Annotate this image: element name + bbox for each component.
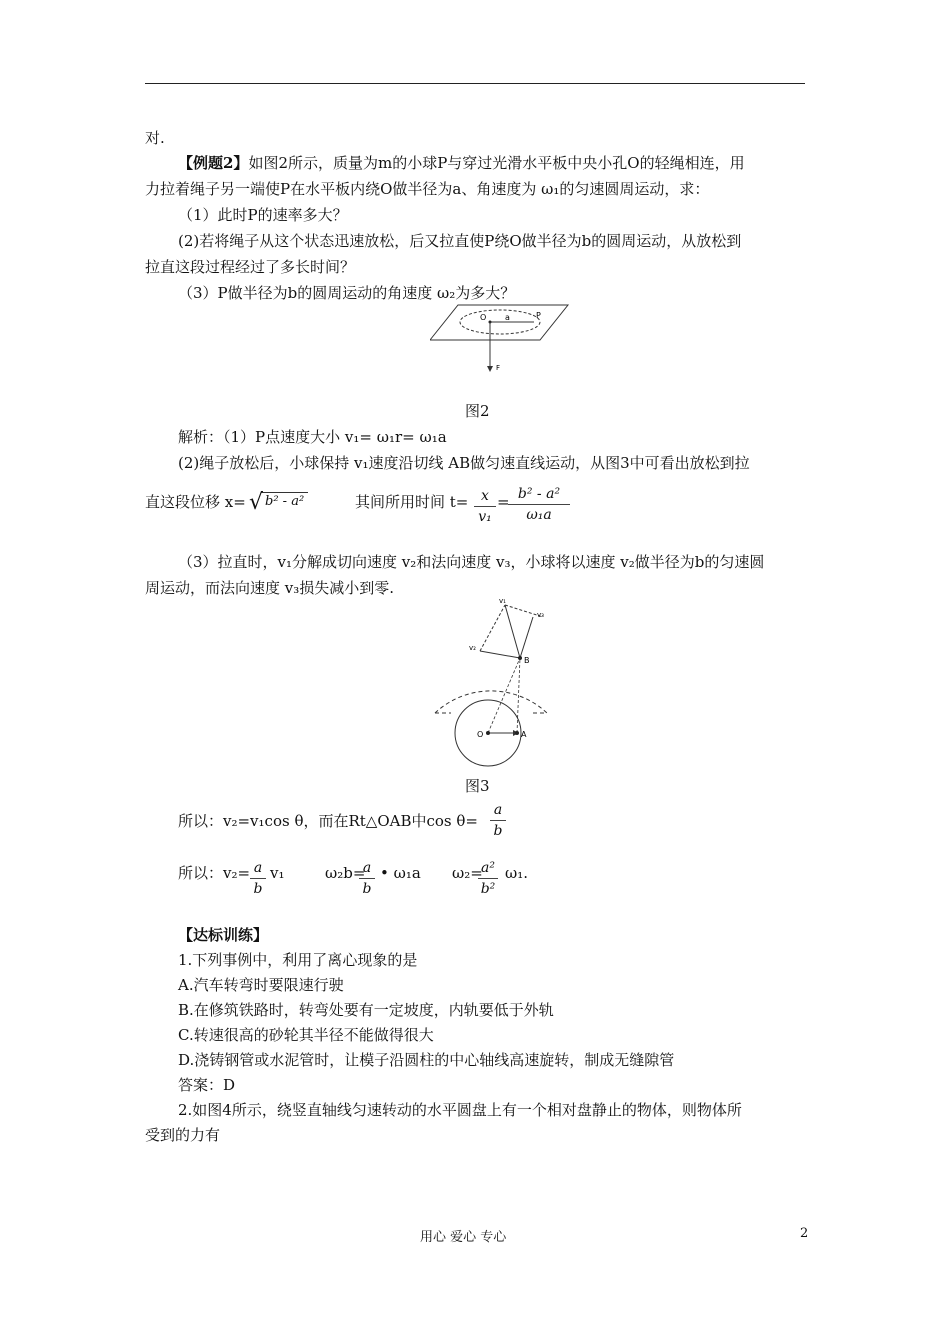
fraction-a2-over-b2: a² b² (478, 860, 498, 897)
example-line-1 (178, 153, 745, 173)
derivation-2-v1: v₁ (270, 864, 285, 882)
derivation-2-prefix: 所以：v₂= (178, 864, 251, 882)
derivation-2-w2b: ω₂b= (325, 864, 366, 882)
fraction-a-over-b-2: a b (250, 860, 266, 897)
question-3: （3）P做半径为b的圆周运动的角速度 ω₂为多大？ (178, 284, 516, 302)
fraction-x-over-v1 (474, 488, 496, 525)
label-b: B (524, 656, 530, 665)
label-a: a (505, 313, 510, 322)
figure-3 (425, 593, 560, 768)
example-text-1: 如图2所示，质量为m的小球P与穿过光滑水平板中央小孔O的轻绳相连，用 (248, 154, 745, 172)
sqrt-displacement-expr: b² - a² (261, 492, 308, 511)
example-tag: 【例题2】 (178, 154, 249, 172)
footer-center: 用心 爱心 专心 (420, 1230, 507, 1245)
label-p: P (536, 311, 541, 320)
derivation-2-w1a: • ω₁a (380, 864, 421, 882)
label-f: F (496, 364, 501, 372)
frac-x-num: x (481, 488, 489, 504)
solution-3-line-1: （3）拉直时，v₁分解成切向速度 v₂和法向速度 v₃，小球将以速度 v₂做半径为b的匀速圆 (178, 553, 765, 571)
figure-2-caption: 图2 (465, 402, 490, 420)
intro-tail: 对. (145, 129, 165, 147)
practice-answer: 答案：D (178, 1076, 236, 1094)
frac-t-num: b² - a² (517, 486, 561, 502)
label-o3: O (477, 730, 484, 739)
label-v1: v₁ (499, 597, 506, 605)
fraction-a-over-b-1: a b (490, 802, 506, 839)
label-v3: v₃ (537, 611, 544, 619)
derivation-2-end: ω₁. (505, 864, 529, 882)
equals-sign: = (497, 493, 510, 511)
page-number: 2 (800, 1226, 809, 1241)
solution-3-line-2: 周运动，而法向速度 v₃损失减小到零. (145, 579, 395, 597)
point-a (515, 731, 519, 735)
example-line-2: 力拉着绳子另一端使P在水平板内绕O做半径为a、角速度为 ω₁的匀速圆周运动，求： (145, 180, 710, 198)
practice-q2-line-1: 2.如图4所示，绕竖直轴线匀速转动的水平圆盘上有一个相对盘静止的物体，则物体所 (178, 1101, 742, 1119)
practice-title: 【达标训练】 (178, 926, 269, 944)
ob-segment (488, 658, 520, 733)
dash-v2-v1 (480, 605, 505, 651)
solution-1: 解析：（1）P点速度大小 v₁= ω₁r= ω₁a (178, 428, 447, 446)
frac-t-den: ω₁a (526, 507, 552, 523)
solution-2-line-2a: 直这段位移 x= (145, 493, 246, 511)
fraction-a-over-b-3: a b (359, 860, 375, 897)
point-b (518, 656, 522, 660)
practice-option-d: D.浇铸钢管或水泥管时，让模子沿圆柱的中心轴线高速旋转，制成无缝隙管 (178, 1051, 675, 1069)
fraction-time (508, 486, 570, 523)
frac-x-den: v₁ (478, 509, 492, 525)
sqrt-displacement: √ b² - a² (249, 492, 308, 511)
label-v2: v₂ (469, 644, 476, 652)
solution-2-line-1: (2)绳子放松后，小球保持 v₁速度沿切线 AB做匀速直线运动，从图3中可看出放松到拉 (178, 454, 750, 472)
practice-option-b: B.在修筑铁路时，转弯处要有一定坡度，内轨要低于外轨 (178, 1001, 554, 1019)
practice-q1: 1.下列事例中，利用了离心现象的是 (178, 951, 418, 969)
label-a3: A (521, 730, 527, 739)
derivation-2-w2: ω₂= (452, 864, 483, 882)
v1-vector (505, 605, 520, 658)
question-1: （1）此时P的速率多大？ (178, 206, 348, 224)
point-o (486, 731, 490, 735)
question-2-line-2: 拉直这段过程经过了多长时间？ (145, 258, 356, 276)
practice-q2-line-2: 受到的力有 (145, 1126, 221, 1144)
question-2-line-1: (2)若将绳子从这个状态迅速放松，后又拉直使P绕O做半径为b的圆周运动，从放松到 (178, 232, 742, 250)
label-o: O (480, 313, 487, 322)
header-rule (145, 83, 805, 84)
derivation-1: 所以：v₂=v₁cos θ，而在Rt△OAB中cos θ= (178, 812, 478, 830)
figure-2 (430, 300, 570, 380)
figure-3-caption: 图3 (465, 777, 490, 795)
v2-vector (480, 651, 520, 658)
force-arrowhead (487, 366, 493, 372)
practice-option-c: C.转速很高的砂轮其半径不能做得很大 (178, 1026, 434, 1044)
dashed-arc (435, 691, 547, 713)
v3-vector (520, 617, 533, 658)
solution-2-line-2b: 其间所用时间 t= (355, 493, 469, 511)
practice-option-a: A.汽车转弯时要限速行驶 (178, 976, 344, 994)
